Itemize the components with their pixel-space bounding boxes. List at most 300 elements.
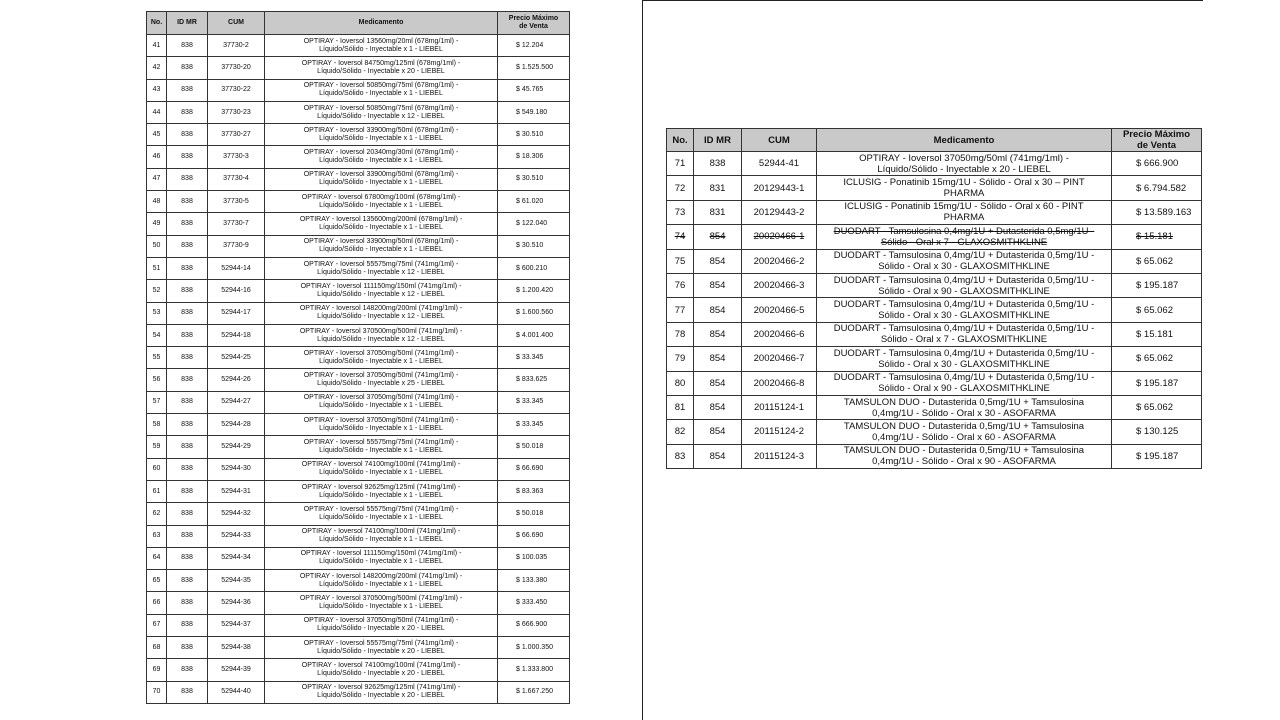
medicamento-line-2: Líquido/Sólido - Inyectable x 1 - LIEBEL bbox=[319, 246, 443, 254]
row-precio: $ 1.525.500 bbox=[498, 57, 570, 79]
row-medicamento bbox=[265, 570, 498, 592]
row-cum: 20020466-5 bbox=[742, 298, 817, 322]
row-medicamento bbox=[265, 57, 498, 79]
table-row bbox=[147, 146, 570, 168]
medicamento-line-1: DUODART - Tamsulosina 0,4mg/1U + Dutasterida 0,5mg/1U - bbox=[833, 323, 1095, 335]
row-cum: 20115124-2 bbox=[742, 420, 817, 444]
medicamento-line-2: Líquido/Sólido - Inyectable x 1 - LIEBEL bbox=[319, 179, 443, 187]
row-id-mr: 838 bbox=[167, 324, 208, 346]
medicamento-line-2: Sólido - Oral x 30 - GLAXOSMITHKLINE bbox=[878, 310, 1050, 322]
row-no: 73 bbox=[667, 200, 694, 224]
row-precio: $ 13.589.163 bbox=[1112, 200, 1202, 224]
row-medicamento bbox=[817, 225, 1112, 249]
row-id-mr: 854 bbox=[694, 298, 742, 322]
header-id-mr: ID MR bbox=[167, 12, 208, 35]
table-row bbox=[147, 235, 570, 257]
table-row bbox=[147, 414, 570, 436]
medicamento-line-2: 0,4mg/1U - Sólido - Oral x 60 - ASOFARMA bbox=[872, 431, 1056, 443]
row-cum: 20129443-1 bbox=[742, 176, 817, 200]
table-row bbox=[667, 322, 1202, 346]
row-id-mr: 838 bbox=[167, 302, 208, 324]
medicamento-line-2: Líquido/Sólido - Inyectable x 1 - LIEBEL bbox=[319, 491, 443, 499]
row-precio: $ 65.062 bbox=[1112, 298, 1202, 322]
medicamento-line-2: Sólido - Oral x 30 - GLAXOSMITHKLINE bbox=[878, 358, 1050, 370]
row-cum: 37730-3 bbox=[208, 146, 265, 168]
medicamento-line-1: OPTIRAY - Ioversol 37050mg/50ml (741mg/1ml) - bbox=[303, 349, 459, 357]
table-row bbox=[147, 480, 570, 502]
table-row bbox=[147, 324, 570, 346]
table-row bbox=[147, 302, 570, 324]
row-precio: $ 65.062 bbox=[1112, 395, 1202, 419]
row-no: 62 bbox=[147, 503, 167, 525]
row-medicamento bbox=[817, 420, 1112, 444]
row-precio: $ 1.333.800 bbox=[498, 659, 570, 681]
medicamento-line-1: OPTIRAY - Ioversol 111150mg/150ml (741mg/1ml) - bbox=[300, 550, 462, 558]
medicamento-line-2: Sólido - Oral x 7 - GLAXOSMITHKLINE bbox=[880, 236, 1048, 248]
row-medicamento bbox=[265, 347, 498, 369]
row-no: 69 bbox=[147, 659, 167, 681]
row-cum: 20020466-3 bbox=[742, 273, 817, 297]
row-cum: 52944-36 bbox=[208, 592, 265, 614]
medicamento-line-1: OPTIRAY - Ioversol 55575mg/75ml (741mg/1ml) - bbox=[303, 505, 459, 513]
row-medicamento bbox=[265, 436, 498, 458]
row-cum: 52944-32 bbox=[208, 503, 265, 525]
medicamento-line-1: OPTIRAY - Ioversol 74100mg/100ml (741mg/1ml) - bbox=[301, 528, 461, 536]
medicamento-line-2: Sólido - Oral x 7 - GLAXOSMITHKLINE bbox=[880, 334, 1048, 346]
row-no: 54 bbox=[147, 324, 167, 346]
row-precio: $ 45.765 bbox=[498, 79, 570, 101]
row-cum: 20020466-7 bbox=[742, 347, 817, 371]
row-medicamento bbox=[265, 369, 498, 391]
medicamento-line-2: Líquido/Sólido - Inyectable x 1 - LIEBEL bbox=[319, 201, 443, 209]
row-precio: $ 195.187 bbox=[1112, 444, 1202, 468]
table-row bbox=[667, 444, 1202, 468]
row-no: 63 bbox=[147, 525, 167, 547]
row-id-mr: 831 bbox=[694, 176, 742, 200]
row-cum: 20115124-3 bbox=[742, 444, 817, 468]
row-no: 45 bbox=[147, 124, 167, 146]
row-cum: 37730-22 bbox=[208, 79, 265, 101]
row-precio: $ 549.180 bbox=[498, 101, 570, 123]
table-row bbox=[667, 347, 1202, 371]
row-no: 76 bbox=[667, 273, 694, 297]
row-cum: 37730-7 bbox=[208, 213, 265, 235]
table-row bbox=[667, 371, 1202, 395]
medicamento-line-2: Líquido/Sólido - Inyectable x 12 - LIEBEL bbox=[317, 313, 445, 321]
row-cum: 52944-28 bbox=[208, 414, 265, 436]
medicamento-line-1: OPTIRAY - Ioversol 33900mg/50ml (678mg/1ml) - bbox=[303, 126, 459, 134]
row-no: 70 bbox=[147, 681, 167, 703]
medicamento-line-2: Líquido/Sólido - Inyectable x 1 - LIEBEL bbox=[319, 45, 443, 53]
row-no: 72 bbox=[667, 176, 694, 200]
row-medicamento bbox=[817, 347, 1112, 371]
row-no: 51 bbox=[147, 257, 167, 279]
row-precio: $ 333.450 bbox=[498, 592, 570, 614]
row-cum: 52944-16 bbox=[208, 280, 265, 302]
row-cum: 52944-18 bbox=[208, 324, 265, 346]
row-id-mr: 838 bbox=[167, 347, 208, 369]
row-no: 80 bbox=[667, 371, 694, 395]
row-id-mr: 854 bbox=[694, 420, 742, 444]
table-header-row bbox=[667, 129, 1202, 152]
medicamento-line-1: DUODART - Tamsulosina 0,4mg/1U + Dutasterida 0,5mg/1U - bbox=[833, 225, 1095, 237]
row-medicamento bbox=[817, 152, 1112, 176]
row-medicamento bbox=[265, 659, 498, 681]
header-precio: Precio Máximo de Venta bbox=[498, 12, 570, 35]
row-no: 67 bbox=[147, 614, 167, 636]
row-medicamento bbox=[817, 395, 1112, 419]
row-no: 41 bbox=[147, 35, 167, 57]
row-cum: 37730-23 bbox=[208, 101, 265, 123]
table-row bbox=[147, 391, 570, 413]
row-cum: 52944-37 bbox=[208, 614, 265, 636]
row-cum: 20129443-2 bbox=[742, 200, 817, 224]
medicamento-line-1: OPTIRAY - Ioversol 37050mg/50ml (741mg/1ml) - bbox=[303, 416, 459, 424]
row-medicamento bbox=[817, 371, 1112, 395]
row-cum: 37730-9 bbox=[208, 235, 265, 257]
row-medicamento bbox=[265, 191, 498, 213]
row-id-mr: 838 bbox=[167, 458, 208, 480]
medicamento-line-1: OPTIRAY - Ioversol 92625mg/125ml (741mg/1ml) - bbox=[301, 684, 461, 692]
table-row bbox=[667, 176, 1202, 200]
row-id-mr: 838 bbox=[167, 146, 208, 168]
medicamento-line-1: DUODART - Tamsulosina 0,4mg/1U + Dutasterida 0,5mg/1U - bbox=[833, 299, 1095, 311]
row-no: 78 bbox=[667, 322, 694, 346]
row-cum: 52944-33 bbox=[208, 525, 265, 547]
row-medicamento bbox=[265, 414, 498, 436]
medicamento-line-1: OPTIRAY - Ioversol 13560mg/20ml (678mg/1ml) - bbox=[303, 37, 459, 45]
row-id-mr: 854 bbox=[694, 249, 742, 273]
row-id-mr: 838 bbox=[167, 614, 208, 636]
row-id-mr: 838 bbox=[167, 681, 208, 703]
row-cum: 37730-20 bbox=[208, 57, 265, 79]
medicamento-line-1: OPTIRAY - Ioversol 50850mg/75ml (678mg/1ml) - bbox=[303, 82, 459, 90]
row-cum: 52944-34 bbox=[208, 547, 265, 569]
row-precio: $ 66.690 bbox=[498, 458, 570, 480]
table-row bbox=[667, 249, 1202, 273]
row-id-mr: 831 bbox=[694, 200, 742, 224]
medicamento-line-1: OPTIRAY - Ioversol 37050mg/50ml (741mg/1ml) - bbox=[303, 372, 459, 380]
medicamento-line-1: DUODART - Tamsulosina 0,4mg/1U + Dutasterida 0,5mg/1U - bbox=[833, 347, 1095, 359]
row-cum: 52944-30 bbox=[208, 458, 265, 480]
row-medicamento bbox=[265, 302, 498, 324]
row-medicamento bbox=[265, 547, 498, 569]
medicamento-line-1: DUODART - Tamsulosina 0,4mg/1U + Dutasterida 0,5mg/1U - bbox=[833, 274, 1095, 286]
medicamento-line-1: TAMSULON DUO - Dutasterida 0,5mg/1U + Tamsulosina bbox=[843, 420, 1085, 432]
table-row bbox=[147, 280, 570, 302]
row-cum: 37730-5 bbox=[208, 191, 265, 213]
table-row bbox=[147, 458, 570, 480]
row-id-mr: 838 bbox=[694, 152, 742, 176]
row-medicamento bbox=[265, 391, 498, 413]
row-no: 53 bbox=[147, 302, 167, 324]
row-medicamento bbox=[265, 503, 498, 525]
row-medicamento bbox=[265, 79, 498, 101]
row-id-mr: 838 bbox=[167, 79, 208, 101]
row-no: 49 bbox=[147, 213, 167, 235]
row-no: 56 bbox=[147, 369, 167, 391]
table-row bbox=[147, 614, 570, 636]
row-cum: 20115124-1 bbox=[742, 395, 817, 419]
medicamento-line-1: OPTIRAY - Ioversol 37050mg/50ml (741mg/1ml) - bbox=[303, 394, 459, 402]
row-id-mr: 838 bbox=[167, 213, 208, 235]
medicamento-line-2: Líquido/Sólido - Inyectable x 1 - LIEBEL bbox=[319, 469, 443, 477]
medicamento-line-1: OPTIRAY - Ioversol 20340mg/30ml (678mg/1ml) - bbox=[303, 149, 459, 157]
row-no: 77 bbox=[667, 298, 694, 322]
row-medicamento bbox=[265, 458, 498, 480]
table-row bbox=[147, 659, 570, 681]
medicamento-line-2: Líquido/Sólido - Inyectable x 1 - LIEBEL bbox=[319, 446, 443, 454]
table-row bbox=[667, 200, 1202, 224]
row-no: 52 bbox=[147, 280, 167, 302]
row-no: 58 bbox=[147, 414, 167, 436]
row-medicamento bbox=[817, 273, 1112, 297]
row-precio: $ 1.200.420 bbox=[498, 280, 570, 302]
row-no: 66 bbox=[147, 592, 167, 614]
medicamento-line-1: OPTIRAY - Ioversol 135600mg/200ml (678mg/1ml) - bbox=[299, 216, 463, 224]
medicamento-line-1: OPTIRAY - Ioversol 370500mg/500ml (741mg/1ml) - bbox=[299, 595, 463, 603]
row-id-mr: 838 bbox=[167, 369, 208, 391]
medicamento-line-2: Líquido/Sólido - Inyectable x 1 - LIEBEL bbox=[319, 580, 443, 588]
medicamento-line-1: OPTIRAY - Ioversol 37050mg/50ml (741mg/1ml) - bbox=[303, 617, 459, 625]
row-medicamento bbox=[265, 592, 498, 614]
row-precio: $ 833.625 bbox=[498, 369, 570, 391]
medicamento-line-2: 0,4mg/1U - Sólido - Oral x 90 - ASOFARMA bbox=[872, 456, 1056, 468]
page-divider bbox=[642, 0, 643, 720]
row-cum: 37730-4 bbox=[208, 168, 265, 190]
row-no: 46 bbox=[147, 146, 167, 168]
table-row bbox=[147, 101, 570, 123]
row-id-mr: 838 bbox=[167, 659, 208, 681]
table-row bbox=[667, 225, 1202, 249]
top-rule bbox=[643, 0, 1203, 1]
table-row bbox=[147, 347, 570, 369]
medicamento-line-2: Sólido - Oral x 90 - GLAXOSMITHKLINE bbox=[878, 383, 1050, 395]
row-precio: $ 4.001.400 bbox=[498, 324, 570, 346]
row-medicamento bbox=[265, 235, 498, 257]
table-row bbox=[147, 592, 570, 614]
table-row bbox=[667, 420, 1202, 444]
row-precio: $ 15.181 bbox=[1112, 322, 1202, 346]
row-id-mr: 838 bbox=[167, 414, 208, 436]
row-precio: $ 61.020 bbox=[498, 191, 570, 213]
row-id-mr: 838 bbox=[167, 391, 208, 413]
row-no: 75 bbox=[667, 249, 694, 273]
medicamento-line-1: OPTIRAY - Ioversol 67800mg/100ml (678mg/1ml) - bbox=[301, 193, 461, 201]
medicamento-line-2: Líquido/Sólido - Inyectable x 20 - LIEBEL bbox=[877, 163, 1051, 175]
row-no: 83 bbox=[667, 444, 694, 468]
row-id-mr: 838 bbox=[167, 168, 208, 190]
row-cum: 52944-29 bbox=[208, 436, 265, 458]
medicamento-line-2: Líquido/Sólido - Inyectable x 1 - LIEBEL bbox=[319, 357, 443, 365]
row-no: 79 bbox=[667, 347, 694, 371]
row-no: 68 bbox=[147, 637, 167, 659]
row-id-mr: 838 bbox=[167, 257, 208, 279]
medicamento-line-2: Líquido/Sólido - Inyectable x 1 - LIEBEL bbox=[319, 536, 443, 544]
row-medicamento bbox=[817, 176, 1112, 200]
row-precio: $ 65.062 bbox=[1112, 249, 1202, 273]
row-precio: $ 666.900 bbox=[498, 614, 570, 636]
row-precio: $ 130.125 bbox=[1112, 420, 1202, 444]
row-cum: 52944-27 bbox=[208, 391, 265, 413]
row-medicamento bbox=[817, 322, 1112, 346]
medicamento-line-1: ICLUSIG - Ponatinib 15mg/1U - Sólido - Oral x 30 – PINT bbox=[843, 177, 1085, 189]
table-row bbox=[147, 637, 570, 659]
table-row bbox=[667, 298, 1202, 322]
row-id-mr: 838 bbox=[167, 570, 208, 592]
medicamento-line-2: Sólido - Oral x 30 - GLAXOSMITHKLINE bbox=[878, 261, 1050, 273]
header-no: No. bbox=[147, 12, 167, 35]
medicamento-line-1: ICLUSIG - Ponatinib 15mg/1U - Sólido - Oral x 60 - PINT bbox=[844, 201, 1084, 213]
row-no: 43 bbox=[147, 79, 167, 101]
medicamento-line-1: OPTIRAY - Ioversol 92625mg/125ml (741mg/1ml) - bbox=[301, 483, 461, 491]
row-cum: 52944-38 bbox=[208, 637, 265, 659]
row-id-mr: 854 bbox=[694, 371, 742, 395]
row-no: 81 bbox=[667, 395, 694, 419]
table-row bbox=[147, 257, 570, 279]
table-row bbox=[147, 503, 570, 525]
row-no: 64 bbox=[147, 547, 167, 569]
medicamento-line-2: PHARMA bbox=[943, 212, 985, 224]
row-cum: 52944-17 bbox=[208, 302, 265, 324]
row-medicamento bbox=[817, 249, 1112, 273]
medicamento-line-1: TAMSULON DUO - Dutasterida 0,5mg/1U + Tamsulosina bbox=[843, 445, 1085, 457]
table-row bbox=[147, 57, 570, 79]
medicamento-line-1: OPTIRAY - Ioversol 148200mg/200ml (741mg/1ml) - bbox=[299, 572, 463, 580]
row-precio: $ 195.187 bbox=[1112, 371, 1202, 395]
row-id-mr: 838 bbox=[167, 525, 208, 547]
row-medicamento bbox=[265, 101, 498, 123]
row-precio: $ 30.510 bbox=[498, 124, 570, 146]
row-cum: 52944-31 bbox=[208, 480, 265, 502]
header-medicamento: Medicamento bbox=[265, 12, 498, 35]
row-id-mr: 838 bbox=[167, 592, 208, 614]
row-no: 42 bbox=[147, 57, 167, 79]
row-no: 74 bbox=[667, 225, 694, 249]
table-row bbox=[667, 395, 1202, 419]
row-precio: $ 66.690 bbox=[498, 525, 570, 547]
row-id-mr: 854 bbox=[694, 395, 742, 419]
row-precio: $ 65.062 bbox=[1112, 347, 1202, 371]
row-no: 59 bbox=[147, 436, 167, 458]
row-no: 47 bbox=[147, 168, 167, 190]
medicamento-line-1: OPTIRAY - Ioversol 370500mg/500ml (741mg/1ml) - bbox=[299, 327, 463, 335]
row-precio: $ 15.181 bbox=[1112, 225, 1202, 249]
medicamento-line-1: DUODART - Tamsulosina 0,4mg/1U + Dutasterida 0,5mg/1U - bbox=[833, 250, 1095, 262]
price-table-right bbox=[666, 128, 1202, 469]
row-id-mr: 838 bbox=[167, 235, 208, 257]
row-id-mr: 854 bbox=[694, 225, 742, 249]
table-row bbox=[147, 681, 570, 703]
medicamento-line-2: Líquido/Sólido - Inyectable x 1 - LIEBEL bbox=[319, 90, 443, 98]
row-cum: 52944-35 bbox=[208, 570, 265, 592]
medicamento-line-1: OPTIRAY - Ioversol 50850mg/75ml (678mg/1ml) - bbox=[303, 104, 459, 112]
medicamento-line-2: Líquido/Sólido - Inyectable x 12 - LIEBEL bbox=[317, 290, 445, 298]
medicamento-line-1: DUODART - Tamsulosina 0,4mg/1U + Dutasterida 0,5mg/1U - bbox=[833, 372, 1095, 384]
row-medicamento bbox=[265, 480, 498, 502]
table-header-row bbox=[147, 12, 570, 35]
medicamento-line-2: Líquido/Sólido - Inyectable x 1 - LIEBEL bbox=[319, 558, 443, 566]
row-precio: $ 1.600.560 bbox=[498, 302, 570, 324]
table-row bbox=[147, 369, 570, 391]
row-id-mr: 854 bbox=[694, 347, 742, 371]
row-cum: 20020466-1 bbox=[742, 225, 817, 249]
medicamento-line-2: Líquido/Sólido - Inyectable x 1 - LIEBEL bbox=[319, 157, 443, 165]
row-precio: $ 33.345 bbox=[498, 414, 570, 436]
row-no: 44 bbox=[147, 101, 167, 123]
medicamento-line-2: Líquido/Sólido - Inyectable x 20 - LIEBEL bbox=[317, 669, 445, 677]
row-id-mr: 854 bbox=[694, 322, 742, 346]
row-id-mr: 838 bbox=[167, 280, 208, 302]
medicamento-line-2: PHARMA bbox=[943, 188, 985, 200]
header-precio: Precio Máximo de Venta bbox=[1112, 129, 1202, 152]
row-precio: $ 133.380 bbox=[498, 570, 570, 592]
row-medicamento bbox=[265, 124, 498, 146]
medicamento-line-1: OPTIRAY - Ioversol 74100mg/100ml (741mg/1ml) - bbox=[301, 661, 461, 669]
row-precio: $ 1.667.250 bbox=[498, 681, 570, 703]
medicamento-line-2: Líquido/Sólido - Inyectable x 20 - LIEBEL bbox=[317, 647, 445, 655]
table-row bbox=[147, 124, 570, 146]
row-precio: $ 600.210 bbox=[498, 257, 570, 279]
row-precio: $ 50.018 bbox=[498, 503, 570, 525]
medicamento-line-1: OPTIRAY - Ioversol 84750mg/125ml (678mg/1ml) - bbox=[301, 59, 461, 67]
row-medicamento bbox=[817, 200, 1112, 224]
row-medicamento bbox=[265, 681, 498, 703]
row-medicamento bbox=[265, 280, 498, 302]
row-medicamento bbox=[265, 213, 498, 235]
row-id-mr: 838 bbox=[167, 101, 208, 123]
row-precio: $ 30.510 bbox=[498, 168, 570, 190]
row-precio: $ 12.204 bbox=[498, 35, 570, 57]
row-id-mr: 838 bbox=[167, 35, 208, 57]
medicamento-line-1: OPTIRAY - Ioversol 55575mg/75ml (741mg/1ml) - bbox=[303, 438, 459, 446]
header-cum: CUM bbox=[208, 12, 265, 35]
medicamento-line-2: Líquido/Sólido - Inyectable x 1 - LIEBEL bbox=[319, 513, 443, 521]
medicamento-line-1: TAMSULON DUO - Dutasterida 0,5mg/1U + Tamsulosina bbox=[843, 396, 1085, 408]
medicamento-line-1: OPTIRAY - Ioversol 111150mg/150ml (741mg/1ml) - bbox=[300, 282, 462, 290]
table-row bbox=[147, 79, 570, 101]
table-row bbox=[147, 547, 570, 569]
row-medicamento bbox=[265, 257, 498, 279]
row-precio: $ 33.345 bbox=[498, 391, 570, 413]
row-id-mr: 838 bbox=[167, 436, 208, 458]
table-row bbox=[147, 213, 570, 235]
header-id-mr: ID MR bbox=[694, 129, 742, 152]
row-cum: 20020466-2 bbox=[742, 249, 817, 273]
medicamento-line-2: 0,4mg/1U - Sólido - Oral x 30 - ASOFARMA bbox=[872, 407, 1056, 419]
medicamento-line-2: Líquido/Sólido - Inyectable x 1 - LIEBEL bbox=[319, 424, 443, 432]
medicamento-line-2: Líquido/Sólido - Inyectable x 20 - LIEBEL bbox=[317, 692, 445, 700]
medicamento-line-2: Líquido/Sólido - Inyectable x 20 - LIEBEL bbox=[317, 67, 445, 75]
row-cum: 37730-2 bbox=[208, 35, 265, 57]
row-id-mr: 854 bbox=[694, 444, 742, 468]
row-precio: $ 1.000.350 bbox=[498, 637, 570, 659]
row-id-mr: 854 bbox=[694, 273, 742, 297]
medicamento-line-2: Líquido/Sólido - Inyectable x 1 - LIEBEL bbox=[319, 134, 443, 142]
row-medicamento bbox=[265, 35, 498, 57]
row-no: 82 bbox=[667, 420, 694, 444]
row-medicamento bbox=[817, 298, 1112, 322]
row-cum: 52944-26 bbox=[208, 369, 265, 391]
table-row bbox=[147, 525, 570, 547]
table-row bbox=[147, 436, 570, 458]
row-precio: $ 6.794.582 bbox=[1112, 176, 1202, 200]
row-id-mr: 838 bbox=[167, 503, 208, 525]
row-no: 50 bbox=[147, 235, 167, 257]
row-precio: $ 33.345 bbox=[498, 347, 570, 369]
row-medicamento bbox=[265, 614, 498, 636]
row-medicamento bbox=[817, 444, 1112, 468]
